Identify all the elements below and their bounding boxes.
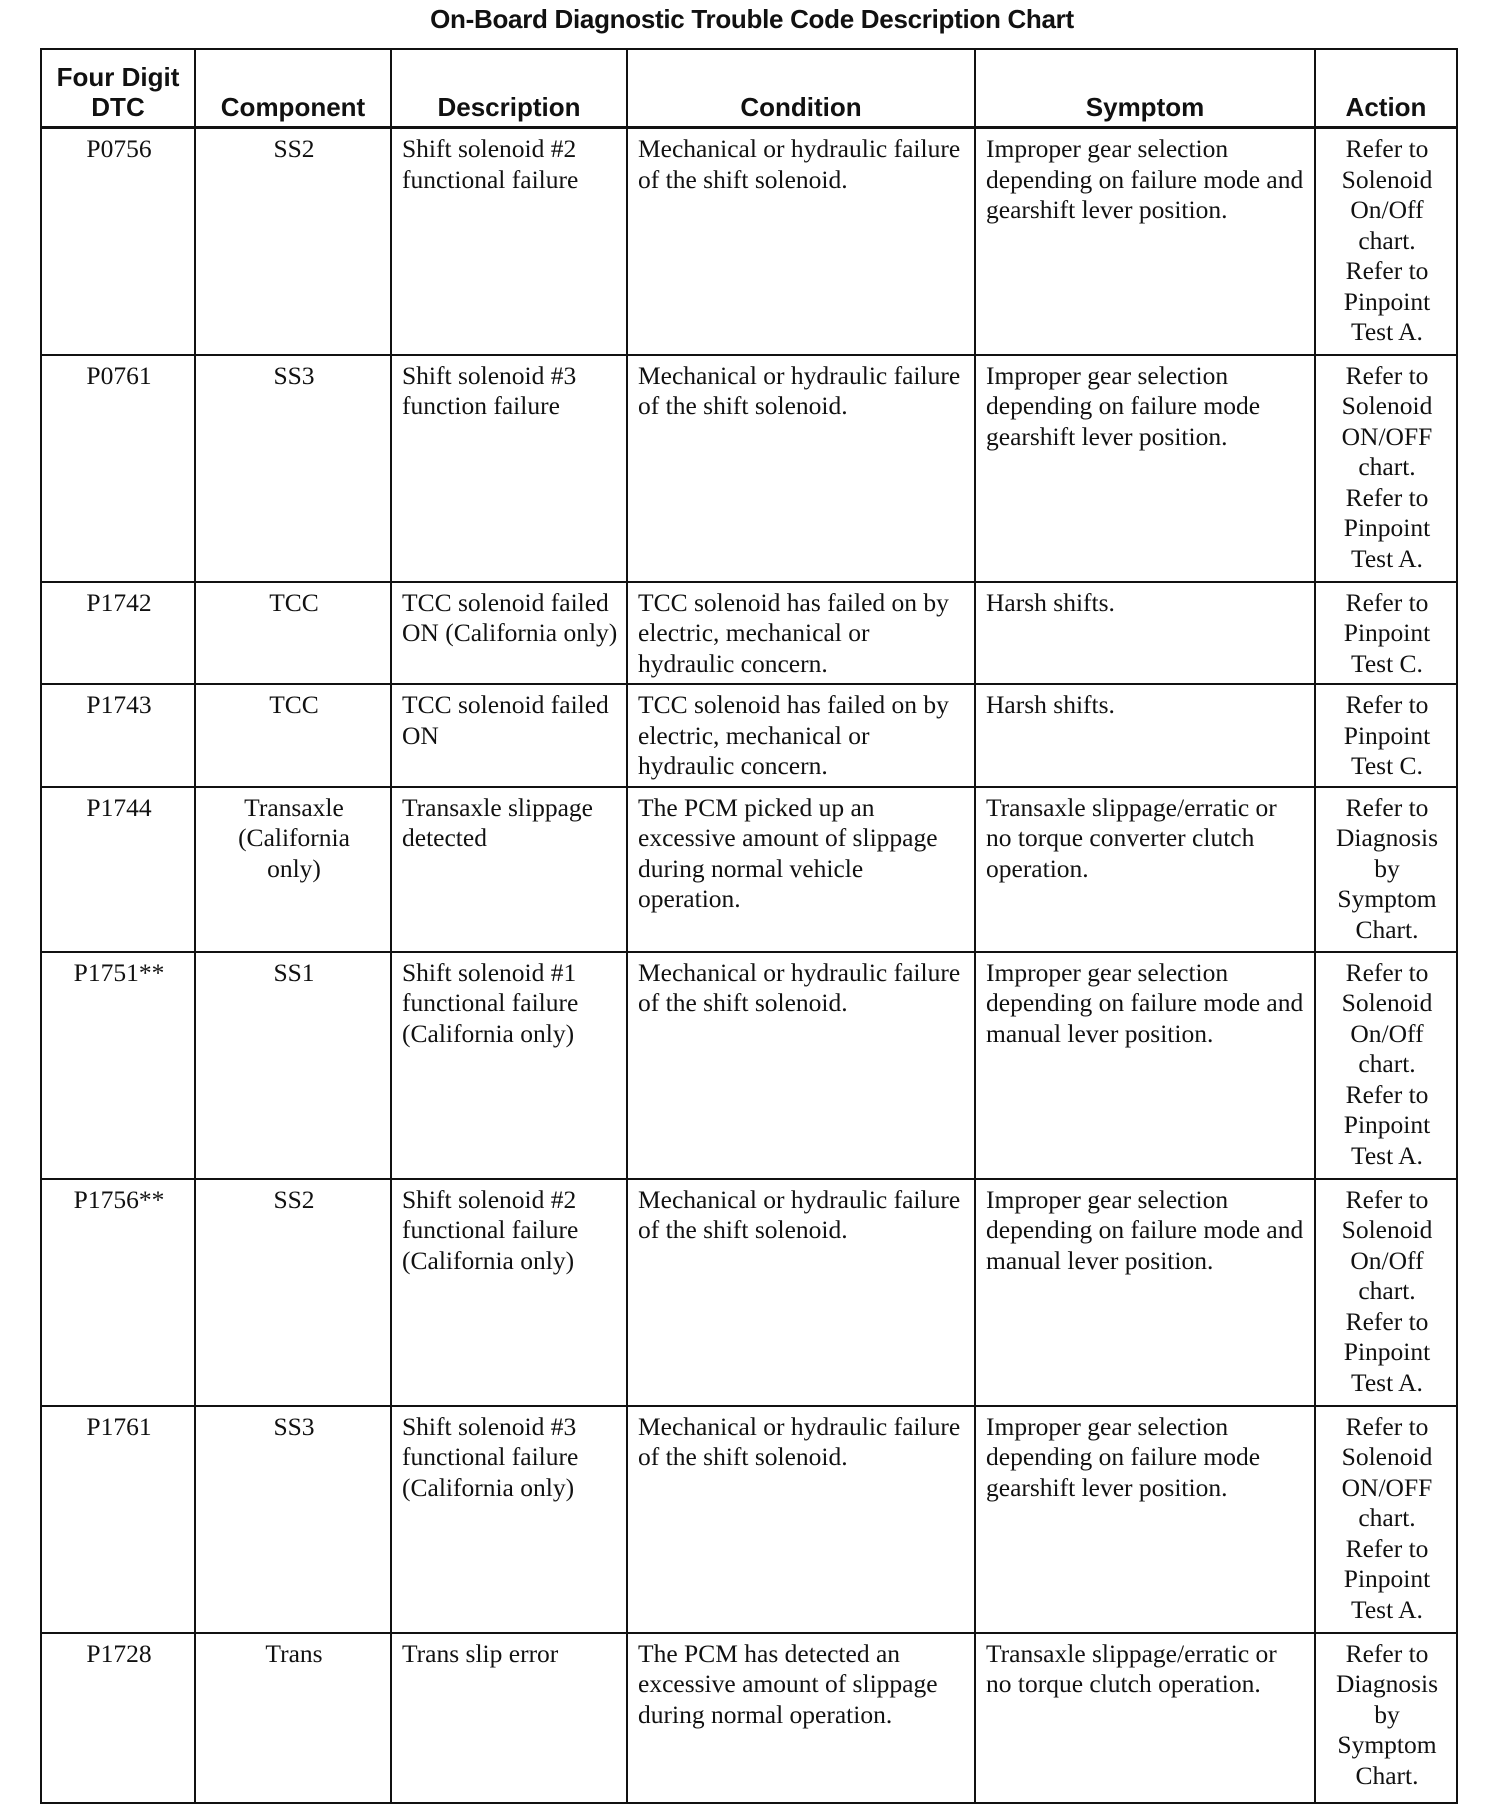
symptom: Transaxle slippage/erratic or no torque converter clutch operation. <box>975 787 1315 952</box>
component: TCC <box>195 582 391 685</box>
dtc-code: P1742 <box>41 582 195 685</box>
dtc-code: P0756 <box>41 128 195 355</box>
action: Refer to Diagnosis by Symptom Chart. <box>1315 1633 1457 1803</box>
table-row <box>41 1179 1457 1406</box>
description: TCC solenoid failed ON (California only) <box>391 582 627 685</box>
action: Refer to Solenoid ON/OFF chart. Refer to Pinpoint Test A. <box>1315 355 1457 582</box>
page-title: On-Board Diagnostic Trouble Code Description Chart <box>430 4 1074 34</box>
component: SS1 <box>195 952 391 1179</box>
dtc-code: P1761 <box>41 1406 195 1633</box>
symptom: Improper gear selection depending on failure mode and gearshift lever position. <box>975 128 1315 355</box>
symptom: Improper gear selection depending on failure mode gearshift lever position. <box>975 1406 1315 1633</box>
header-row <box>41 49 1457 128</box>
table-row <box>41 684 1457 787</box>
component: TCC <box>195 684 391 787</box>
description: Transaxle slippage detected <box>391 787 627 952</box>
component: SS3 <box>195 1406 391 1633</box>
action: Refer to Pinpoint Test C. <box>1315 684 1457 787</box>
dtc-code: P1743 <box>41 684 195 787</box>
condition: TCC solenoid has failed on by electric, mechanical or hydraulic concern. <box>627 684 975 787</box>
table-row <box>41 1406 1457 1633</box>
condition: The PCM picked up an excessive amount of slippage during normal vehicle operation. <box>627 787 975 952</box>
condition: Mechanical or hydraulic failure of the shift solenoid. <box>627 1179 975 1406</box>
action: Refer to Diagnosis by Symptom Chart. <box>1315 787 1457 952</box>
dtc-code: P1744 <box>41 787 195 952</box>
condition: Mechanical or hydraulic failure of the shift solenoid. <box>627 355 975 582</box>
dtc-code: P1728 <box>41 1633 195 1803</box>
header-description: Description <box>391 49 627 128</box>
condition: Mechanical or hydraulic failure of the shift solenoid. <box>627 1406 975 1633</box>
description: Shift solenoid #2 functional failure <box>391 128 627 355</box>
header-action: Action <box>1315 49 1457 128</box>
symptom: Harsh shifts. <box>975 684 1315 787</box>
symptom: Transaxle slippage/erratic or no torque clutch operation. <box>975 1633 1315 1803</box>
component: SS3 <box>195 355 391 582</box>
condition: Mechanical or hydraulic failure of the shift solenoid. <box>627 952 975 1179</box>
symptom: Improper gear selection depending on failure mode gearshift lever position. <box>975 355 1315 582</box>
description: Shift solenoid #1 functional failure (California only) <box>391 952 627 1179</box>
component: Transaxle (California only) <box>195 787 391 952</box>
table-row <box>41 355 1457 582</box>
table-row <box>41 952 1457 1179</box>
component: Trans <box>195 1633 391 1803</box>
condition: Mechanical or hydraulic failure of the shift solenoid. <box>627 128 975 355</box>
symptom: Improper gear selection depending on failure mode and manual lever position. <box>975 1179 1315 1406</box>
header-condition: Condition <box>627 49 975 128</box>
dtc-table <box>40 48 1458 1804</box>
description: Trans slip error <box>391 1633 627 1803</box>
component: SS2 <box>195 128 391 355</box>
action: Refer to Solenoid ON/OFF chart. Refer to Pinpoint Test A. <box>1315 1406 1457 1633</box>
dtc-code: P1751** <box>41 952 195 1179</box>
condition: The PCM has detected an excessive amount of slippage during normal operation. <box>627 1633 975 1803</box>
header-dtc: Four Digit DTC <box>41 49 195 128</box>
action: Refer to Solenoid On/Off chart. Refer to Pinpoint Test A. <box>1315 952 1457 1179</box>
dtc-code: P1756** <box>41 1179 195 1406</box>
symptom: Improper gear selection depending on failure mode and manual lever position. <box>975 952 1315 1179</box>
table-row <box>41 787 1457 952</box>
header-component: Component <box>195 49 391 128</box>
table-row <box>41 128 1457 355</box>
component: SS2 <box>195 1179 391 1406</box>
symptom: Harsh shifts. <box>975 582 1315 685</box>
description: Shift solenoid #3 function failure <box>391 355 627 582</box>
header-symptom: Symptom <box>975 49 1315 128</box>
action: Refer to Solenoid On/Off chart. Refer to Pinpoint Test A. <box>1315 128 1457 355</box>
condition: TCC solenoid has failed on by electric, mechanical or hydraulic concern. <box>627 582 975 685</box>
action: Refer to Solenoid On/Off chart. Refer to Pinpoint Test A. <box>1315 1179 1457 1406</box>
dtc-code: P0761 <box>41 355 195 582</box>
description: Shift solenoid #2 functional failure (California only) <box>391 1179 627 1406</box>
table-row <box>41 1633 1457 1803</box>
table-row <box>41 582 1457 685</box>
description: Shift solenoid #3 functional failure (California only) <box>391 1406 627 1633</box>
description: TCC solenoid failed ON <box>391 684 627 787</box>
action: Refer to Pinpoint Test C. <box>1315 582 1457 685</box>
